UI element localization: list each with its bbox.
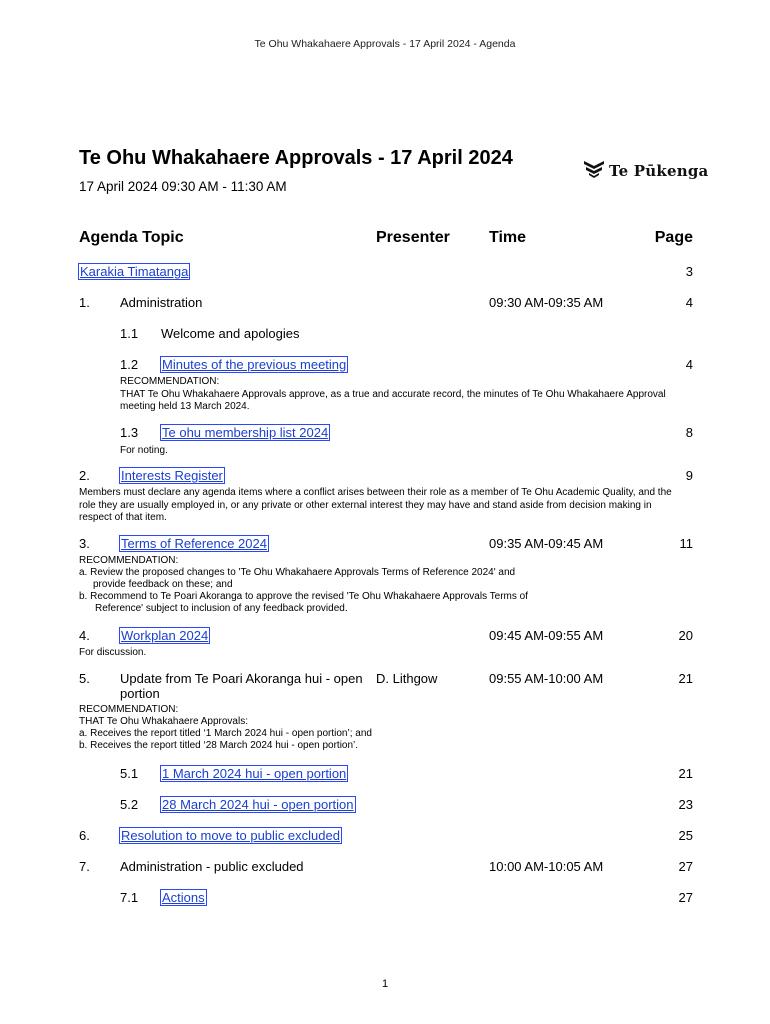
item-number: 4. [79, 628, 90, 643]
column-header-topic: Agenda Topic [79, 229, 184, 246]
page-number: 25 [678, 828, 693, 843]
item-time: 10:00 AM-10:05 AM [489, 859, 604, 874]
item-time: 09:30 AM-09:35 AM [489, 295, 604, 310]
agenda-link-workplan[interactable]: Workplan 2024 [121, 628, 209, 643]
item-number: 7. [79, 859, 90, 874]
agenda-item-update-line1: Update from Te Poari Akoranga hui - open [120, 671, 363, 686]
item-number: 1.2 [120, 357, 139, 372]
footer-page-number: 1 [381, 978, 389, 990]
page-number: 3 [685, 264, 693, 279]
page-number: 27 [678, 859, 693, 874]
page-number: 11 [679, 536, 693, 551]
agenda-link-interests[interactable]: Interests Register [121, 468, 223, 483]
page-number: 8 [685, 425, 693, 440]
item-number: 7.1 [120, 890, 139, 905]
recommendation-label: RECOMMENDATION: [79, 704, 179, 715]
page-number: 4 [685, 357, 693, 372]
item-note: role they are usually employed in, or any private or other external interest they may have and stand aside from decision making in [79, 500, 652, 511]
item-number: 1.3 [120, 425, 139, 440]
item-number: 6. [79, 828, 90, 843]
page-title: Te Ohu Whakahaere Approvals - 17 April 2024 [79, 147, 513, 169]
agenda-link-march1[interactable]: 1 March 2024 hui - open portion [162, 766, 347, 781]
column-header-time: Time [489, 229, 527, 246]
page-number: 21 [678, 671, 693, 686]
page-number: 21 [678, 766, 693, 781]
agenda-link-membership[interactable]: Te ohu membership list 2024 [162, 425, 329, 440]
logo-text: Te Pūkenga [609, 161, 709, 180]
te-pukenga-logo [583, 158, 708, 183]
agenda-link-karakia[interactable]: Karakia Timatanga [80, 264, 189, 279]
item-note: Members must declare any agenda items where a conflict arises between their role as a member of Te Ohu Academic Quality, and the [79, 487, 672, 498]
recommendation-text: meeting held 13 March 2024. [120, 401, 250, 412]
page-number: 9 [685, 468, 693, 483]
item-number: 1. [79, 295, 90, 310]
recommendation-text: a. Receives the report titled ‘1 March 2024 hui - open portion’; and [79, 728, 372, 739]
agenda-item-update-line2: portion [120, 686, 160, 701]
page-number: 23 [678, 797, 693, 812]
agenda-link-terms-of-reference[interactable]: Terms of Reference 2024 [121, 536, 267, 551]
recommendation-label: RECOMMENDATION: [79, 555, 179, 566]
recommendation-text: a. Review the proposed changes to 'Te Ohu Whakahaere Approvals Terms of Reference 2024' and [79, 567, 516, 578]
te-pukenga-logo-icon [583, 158, 605, 183]
meeting-datetime: 17 April 2024 09:30 AM - 11:30 AM [79, 179, 287, 194]
item-number: 5.1 [120, 766, 139, 781]
item-time: 09:55 AM-10:00 AM [489, 671, 604, 686]
recommendation-text: Reference' subject to inclusion of any feedback provided. [95, 603, 348, 614]
agenda-item-welcome: Welcome and apologies [161, 326, 300, 341]
item-note: For discussion. [79, 647, 147, 658]
recommendation-text: b. Recommend to Te Poari Akoranga to approve the revised 'Te Ohu Whakahaere Approvals Terms of [79, 591, 529, 602]
item-number: 2. [79, 468, 90, 483]
page-number: 27 [678, 890, 693, 905]
recommendation-text: THAT Te Ohu Whakahaere Approvals: [79, 716, 248, 727]
recommendation-text: provide feedback on these; and [93, 579, 233, 590]
page-number: 4 [685, 295, 693, 310]
item-note: respect of that item. [79, 512, 167, 523]
agenda-link-minutes[interactable]: Minutes of the previous meeting [162, 357, 347, 372]
column-header-page: Page [654, 229, 693, 246]
agenda-link-resolution[interactable]: Resolution to move to public excluded [121, 828, 340, 843]
recommendation-text: b. Receives the report titled ‘28 March 2024 hui - open portion’. [79, 740, 359, 751]
recommendation-label: RECOMMENDATION: [120, 376, 220, 387]
column-header-presenter: Presenter [376, 229, 450, 246]
item-note: For noting. [120, 445, 168, 456]
running-header: Te Ohu Whakahaere Approvals - 17 April 2024 - Agenda [254, 38, 516, 50]
agenda-item-admin-public-excluded: Administration - public excluded [120, 859, 304, 874]
item-time: 09:45 AM-09:55 AM [489, 628, 604, 643]
item-number: 5. [79, 671, 90, 686]
page-number: 20 [678, 628, 693, 643]
agenda-link-actions[interactable]: Actions [162, 890, 205, 905]
agenda-link-march28[interactable]: 28 March 2024 hui - open portion [162, 797, 354, 812]
item-number: 3. [79, 536, 90, 551]
item-presenter: D. Lithgow [376, 671, 438, 686]
agenda-item-administration: Administration [120, 295, 203, 310]
item-number: 1.1 [120, 326, 139, 341]
recommendation-text: THAT Te Ohu Whakahaere Approvals approve, as a true and accurate record, the minutes of Te Ohu Whakahaere Approval [120, 389, 666, 400]
item-number: 5.2 [120, 797, 139, 812]
item-time: 09:35 AM-09:45 AM [489, 536, 604, 551]
